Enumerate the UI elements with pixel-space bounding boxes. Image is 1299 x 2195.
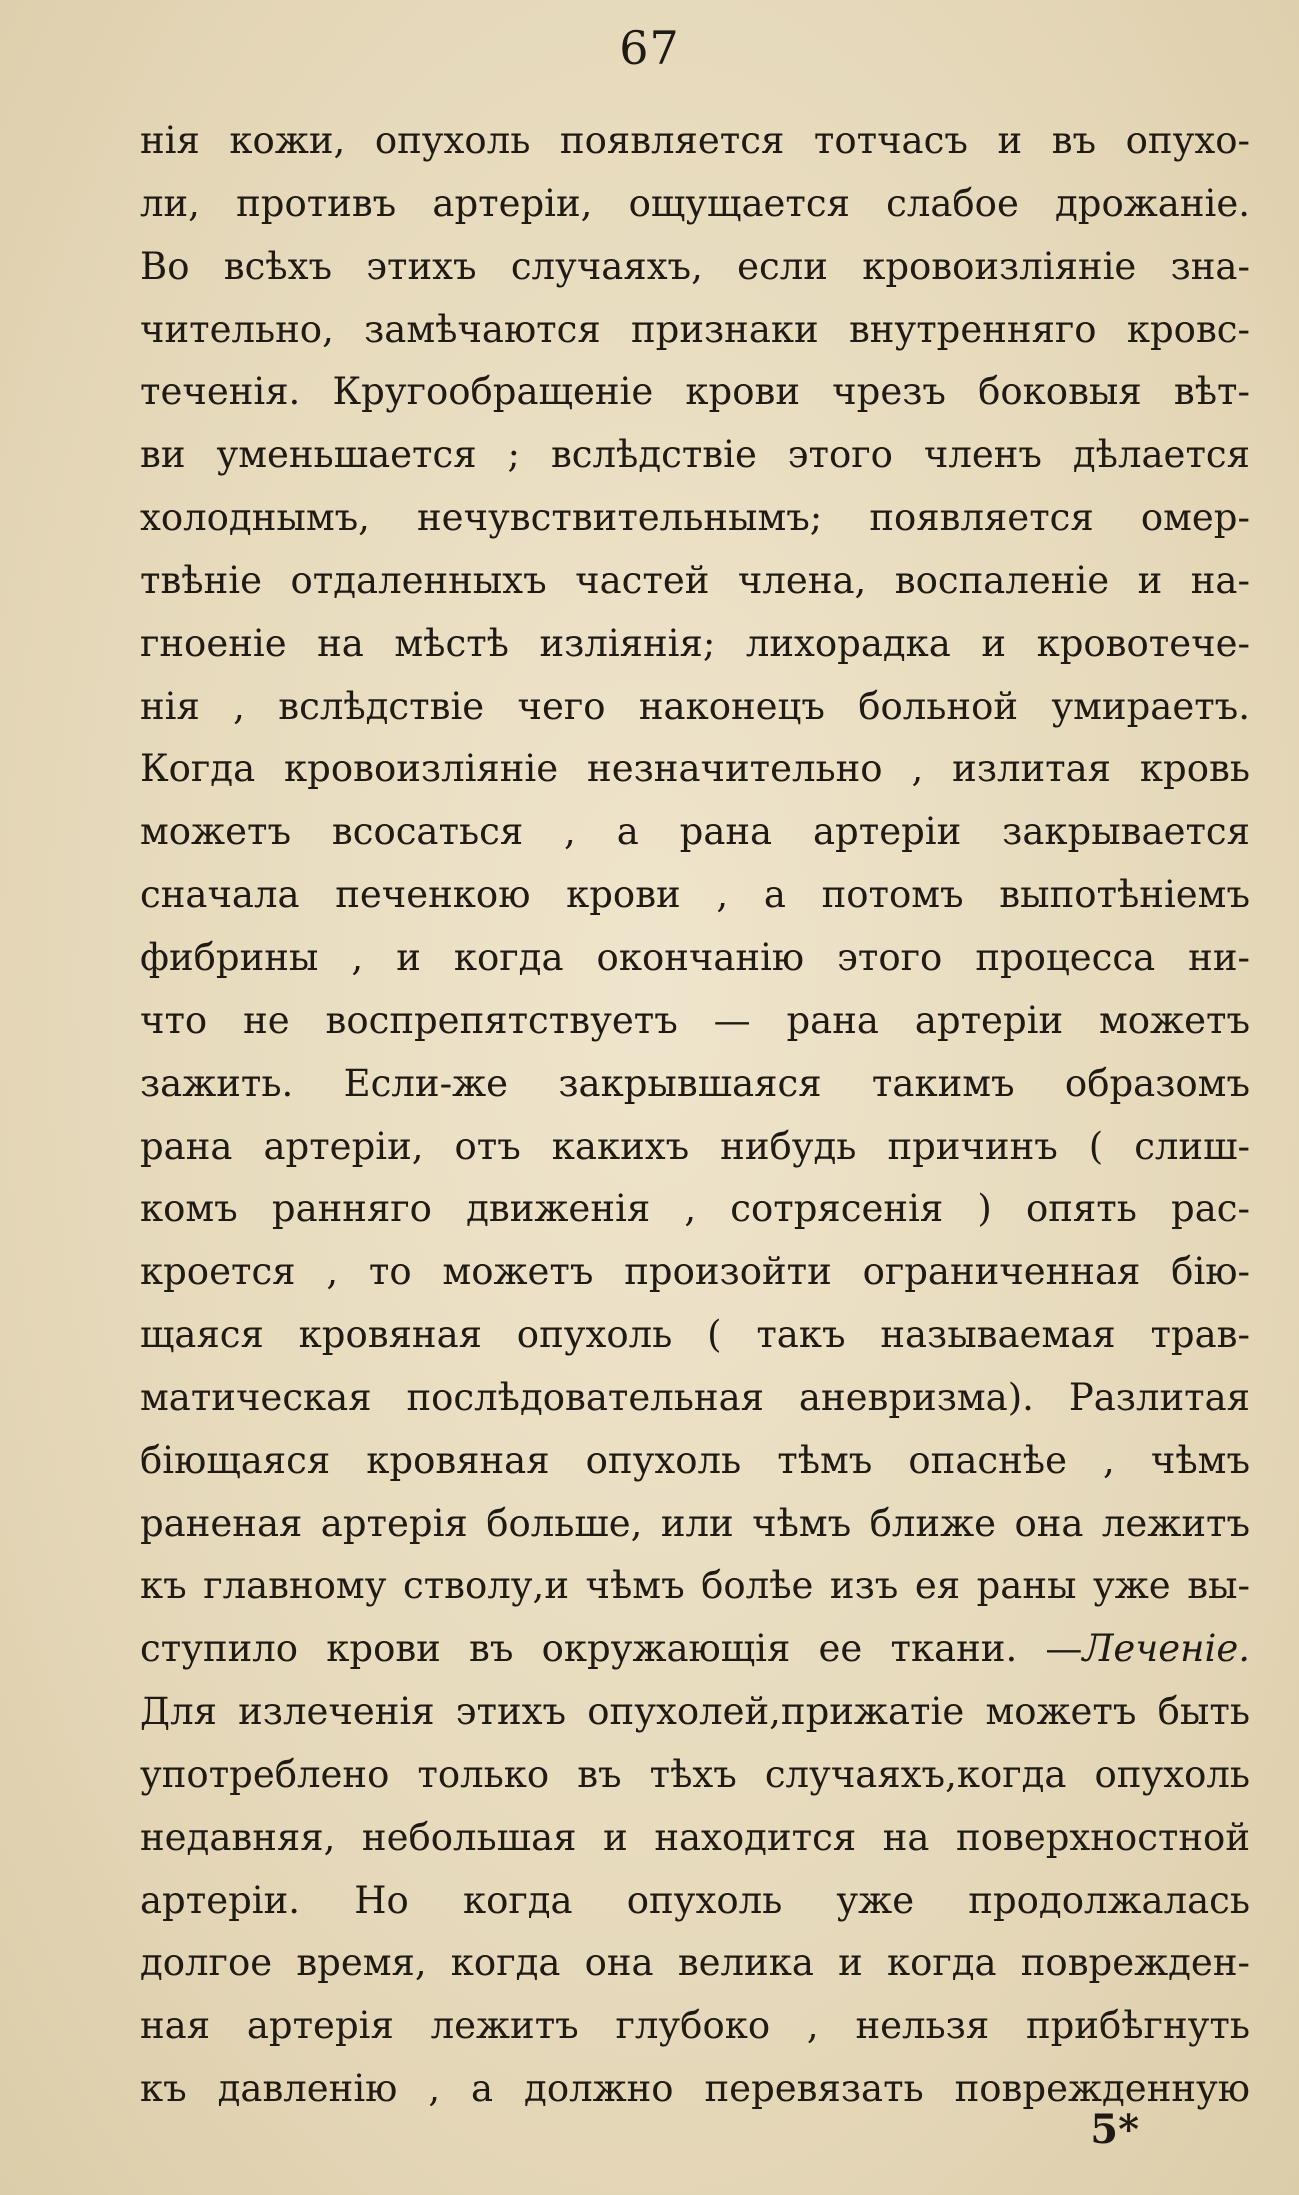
text-line: зажить. Если-же закрывшаяся такимъ образомъ: [140, 1061, 1250, 1105]
text-line: употреблено только въ тѣхъ случаяхъ,когда опухоль: [140, 1752, 1250, 1796]
text-line: къ давленію , а должно перевязать поврежденную: [140, 2067, 1250, 2111]
text-line: нія , вслѣдствіе чего наконецъ больной умираетъ.: [140, 684, 1250, 728]
text-line: біющаяся кровяная опухоль тѣмъ опаснѣе , чѣмъ: [140, 1438, 1250, 1482]
text-line: матическая послѣдовательная аневризма). Разлитая: [140, 1375, 1250, 1419]
text-line: Для излеченія этихъ опухолей,прижатіе можетъ быть: [140, 1690, 1250, 1734]
page-number: 67: [619, 21, 680, 75]
text-line: щаяся кровяная опухоль ( такъ называемая трав-: [140, 1313, 1250, 1357]
text-line: ная артерія лежитъ глубоко , нельзя прибѣгнуть: [140, 2004, 1250, 2048]
text-line: гноеніе на мѣстѣ изліянія; лихорадка и кровотече-: [140, 621, 1250, 665]
text-line: ли, противъ артеріи, ощущается слабое дрожаніе.: [140, 181, 1250, 225]
italic-heading: Леченіе.: [1082, 1627, 1250, 1671]
body-text: [140, 110, 1250, 2121]
text-line-start: ступило крови въ окружающія ее ткани. —: [140, 1627, 1083, 1671]
text-line: твѣніе отдаленныхъ частей члена, воспаленіе и на-: [140, 558, 1250, 602]
text-line: теченія. Кругообращеніе крови чрезъ боковыя вѣт-: [140, 370, 1250, 414]
text-line: Когда кровоизліяніе незначительно , излитая кровь: [140, 747, 1250, 791]
text-line: къ главному стволу,и чѣмъ болѣе изъ ея раны уже вы-: [140, 1564, 1250, 1608]
printer-signature-mark: 5*: [1090, 2106, 1139, 2153]
text-line: долгое время, когда она велика и когда поврежден-: [140, 1941, 1250, 1985]
text-line: фибрины , и когда окончанію этого процесса ни-: [140, 935, 1250, 979]
text-line: недавняя, небольшая и находится на поверхностной: [140, 1815, 1250, 1859]
text-line: холоднымъ, нечувствительнымъ; появляется омер-: [140, 496, 1250, 540]
text-line: сначала печенкою крови , а потомъ выпотѣніемъ: [140, 873, 1250, 917]
text-line: можетъ всосаться , а рана артеріи закрывается: [140, 810, 1250, 854]
text-line: кроется , то можетъ произойти ограниченная бію-: [140, 1250, 1250, 1294]
text-line: что не воспрепятствуетъ — рана артеріи можетъ: [140, 998, 1250, 1042]
text-line: чительно, замѣчаются признаки внутренняго кровс-: [140, 307, 1250, 351]
text-line: комъ ранняго движенія , сотрясенія ) опять рас-: [140, 1187, 1250, 1231]
text-line: Во всѣхъ этихъ случаяхъ, если кровоизліяніе зна-: [140, 244, 1250, 288]
text-line-with-italic-heading: [140, 1618, 1250, 1681]
text-line: артеріи. Но когда опухоль уже продолжалась: [140, 1878, 1250, 1922]
text-line: рана артеріи, отъ какихъ нибудь причинъ ( слиш-: [140, 1124, 1250, 1168]
text-line: раненая артерія больше, или чѣмъ ближе она лежитъ: [140, 1501, 1250, 1545]
text-line: нія кожи, опухоль появляется тотчасъ и въ опухо-: [140, 119, 1250, 162]
text-line: ви уменьшается ; вслѣдствіе этого членъ дѣлается: [140, 433, 1250, 477]
